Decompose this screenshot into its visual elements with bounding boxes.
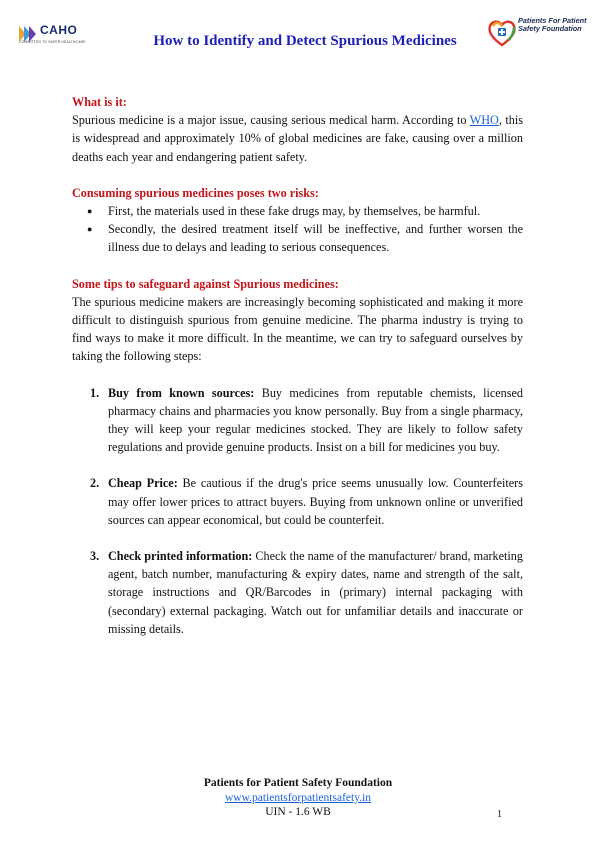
footer-url-link[interactable]: www.patientsforpatientsafety.in <box>224 792 372 804</box>
bullet-icon: ● <box>87 224 93 235</box>
risks-list <box>72 202 523 257</box>
section-heading-risks: Consuming spurious medicines poses two risks: <box>72 185 319 200</box>
caho-tagline: COMMITTED TO SAFER HEALTHCARE <box>19 40 86 44</box>
tips-list <box>72 384 523 638</box>
footer-org: Patients for Patient Safety Foundation <box>203 777 393 789</box>
document-body <box>72 93 523 638</box>
spacer <box>72 529 523 547</box>
bullet-icon: ● <box>87 206 93 217</box>
who-link[interactable]: WHO <box>469 113 499 128</box>
list-item: 3. Check printed information: Check the name of the manufacturer/ brand, marketing agent, batch number, manufacturing & expiry dates, name and strength of the salt, storage instructions and QR/Barcodes in (primary) internal packaging with (secondary) external packaging. Watch out for unfamiliar details and inaccurate or missing details. <box>90 549 523 636</box>
list-item: 1. Buy from known sources: Buy medicines from reputable chemists, licensed pharmacy chains and pharmacies you know personally. Buy from a single pharmacy, they will keep your regular medicines stocked. They are likely to follow safety regulations and provide genuine products. Insist on a bill for medicines you buy. <box>90 385 524 455</box>
page-number: 1 <box>497 809 502 820</box>
list-item: 2. Cheap Price: Be cautious if the drug's price seems unusually low. Counterfeiters may offer lower prices to attract buyers. Buying from unknown online or unverified sources can appear economical, but could be counterfeit. <box>90 476 523 527</box>
footer-url <box>150 792 446 804</box>
list-item: ● Secondly, the desired treatment itself will be ineffective, and further worsen the illness due to delays and leading to serious consequences. <box>87 222 523 255</box>
section-heading-tips: Some tips to safeguard against Spurious medicines: <box>72 276 339 291</box>
pfps-name: Patients For Patient Safety Foundation <box>518 16 587 34</box>
tips-intro: The spurious medicine makers are increasingly becoming sophisticated and making it more difficult to distinguish spurious from genuine medicine. The pharma industry is trying to find ways to make it more difficult. In the meantime, we can try to safeguard ourselves by taking the following steps: <box>72 294 523 364</box>
pfps-heart-logo-icon <box>487 18 517 48</box>
caho-name: CAHO <box>40 23 78 37</box>
list-item: ● First, the materials used in these fake drugs may, by themselves, be harmful. <box>72 202 523 220</box>
footer-uin: UIN - 1.6 WB <box>265 806 331 818</box>
page-title: How to Identify and Detect Spurious Medicines <box>153 33 457 49</box>
section-heading-what-is-it: What is it: <box>72 95 127 109</box>
spacer <box>72 456 523 474</box>
section-what-is-it-text: Spurious medicine is a major issue, causing serious medical harm. According to WHO, this is widespread and approximately 10% of global medicines are fake, causing over a million deaths each year and endangering patient safety. <box>72 113 524 164</box>
